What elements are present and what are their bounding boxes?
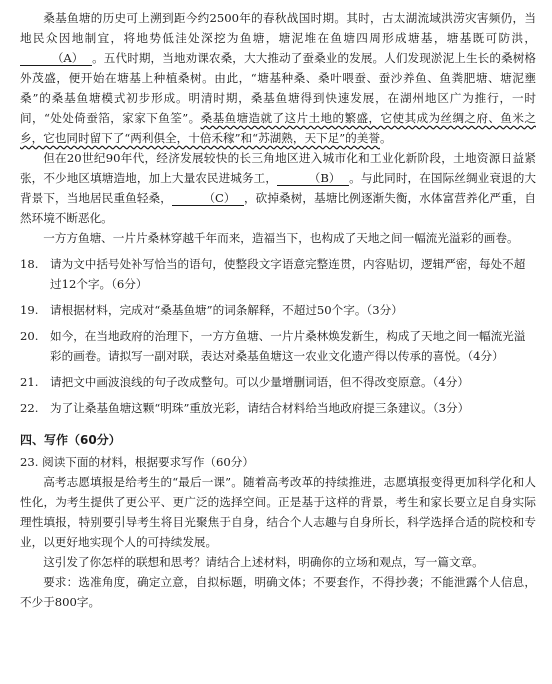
blank-b: （B） [277, 171, 349, 186]
question-19 [20, 300, 536, 320]
passage-text: 。五代时期，当地劝课农桑，大大推动了蚕桑业的发展。人们发现淤泥上生长的桑树格外茂盛，便开始在塘基上种植桑树。由此，“塘基种桑、桑叶喂蚕、蚕沙养鱼、鱼粪肥塘、塘泥壅桑”的桑基鱼塘模式初步形成。明清时期，桑基鱼塘得到快速发展，在湖州地区广为推行，一时间，“处处倚蚕箔，家家下鱼筌”。 [20, 51, 536, 125]
question-text: 如今，在当地政府的治理下，一方方鱼塘、一片片桑林焕发新生，构成了天地之间一幅流光溢彩的画卷。请拟写一副对联，表达对桑基鱼塘这一农业文化遗产得以传承的喜悦。（4分） [50, 329, 526, 363]
question-23-heading: 23. 阅读下面的材料，根据要求写作（60分） [20, 455, 254, 469]
passage-paragraph-3: 一方方鱼塘、一片片桑林穿越千年而来，造福当下，也构成了天地之间一幅流光溢彩的画卷。 [43, 231, 519, 245]
question-22 [20, 398, 536, 418]
question-number: 22. [20, 401, 39, 415]
question-21 [20, 372, 536, 392]
question-18 [20, 254, 536, 294]
blank-a: （A） [20, 51, 92, 66]
writing-requirement: 要求：选准角度，确定立意，自拟标题，明确文体；不要套作，不得抄袭；不能泄露个人信息，不少于800字。 [20, 575, 536, 609]
question-number: 19. [20, 303, 39, 317]
question-text: 为了让桑基鱼塘这颗“明珠”重放光彩，请结合材料给当地政府提三条建议。（3分） [50, 401, 470, 415]
writing-prompt: 这引发了你怎样的联想和思考？请结合上述材料，明确你的立场和观点，写一篇文章。 [43, 555, 484, 569]
question-text: 请把文中画波浪线的句子改成整句。可以少量增删词语，但不得改变原意。（4分） [50, 375, 469, 389]
blank-c: （C） [172, 191, 244, 206]
question-20 [20, 326, 536, 366]
wavy-underlined-sentence: 桑基鱼塘造就了这片土地的繁盛，它使其成为丝绸之府、鱼米之乡，它也同时留下了“两利俱全，十倍禾稼”和“苏湖熟，天下足”的美誉 [20, 111, 536, 145]
passage-text: 桑基鱼塘的历史可上溯到距今约2500年的春秋战国时期。其时，古太湖流域洪涝灾害频仍，当地民众因地制宜，将地势低洼处深挖为鱼塘，塘泥堆在鱼塘四周形成塘基，塘基既可防洪， [20, 11, 536, 45]
passage-text: 。 [379, 131, 392, 145]
writing-material: 高考志愿填报是给考生的“最后一课”。随着高考改革的持续推进，志愿填报变得更加科学化和人性化，为考生提供了更公平、更广泛的选择空间。正是基于这样的背景，考生和家长要立足自身实际理性填报，特别要引导考生将目光聚焦于自身，结合个人志趣与自身所长，科学选择合适的院校和专业，以更好地实现个人的可持续发展。 [20, 475, 536, 549]
question-text: 请根据材料，完成对“桑基鱼塘”的词条解释，不超过50个字。（3分） [50, 303, 403, 317]
passage-text: ，砍掉桑树，基塘比例逐渐失衡，水体富营养化严重，自然环境不断恶化。 [20, 191, 536, 225]
question-number: 20. [20, 329, 39, 343]
section-title: 四、写作（60分） [20, 433, 121, 447]
passage-paragraph-2 [20, 148, 536, 228]
question-number: 21. [20, 375, 39, 389]
question-text: 请为文中括号处补写恰当的语句，使整段文字语意完整连贯，内容贴切，逻辑严密，每处不超过12个字。（6分） [50, 257, 526, 291]
passage-text: 但在20世纪90年代，经济发展较快的长三角地区进入城市化和工业化新阶段，土地资源日益紧张，不少地区填塘造地，加上大量农民进城务工， [20, 151, 536, 185]
question-number: 18. [20, 257, 39, 271]
passage-paragraph-1 [20, 8, 536, 148]
passage-text: 。与此同时，在国际丝绸业衰退的大背景下，当地居民重鱼轻桑， [20, 171, 536, 205]
